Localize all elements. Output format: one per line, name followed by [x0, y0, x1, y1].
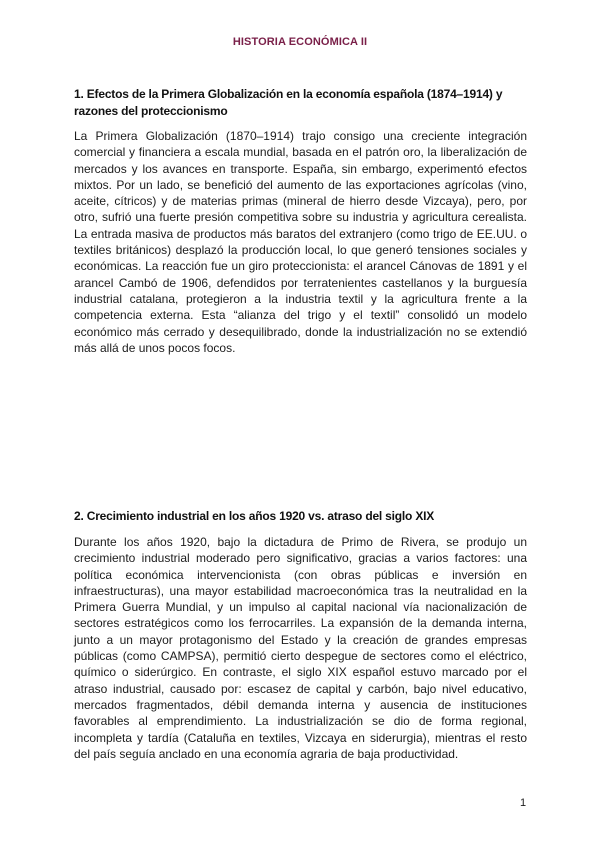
section-2-heading: 2. Crecimiento industrial en los años 1920 vs. atraso del siglo XIX: [74, 509, 435, 523]
section-1-heading: 1. Efectos de la Primera Globalización en la economía española (1874–1914) y razones del proteccionismo: [74, 87, 503, 118]
page-number: 1: [520, 797, 527, 809]
section-1-body: La Primera Globalización (1870–1914) trajo consigo una creciente integración comercial y financiera a escala mundial, basada en el patrón oro, la liberalización de mercados y los avances en transporte. España, sin embargo, experimentó efectos mixtos. Por un lado, se benefició del aumento de las exportaciones agrícolas (vino, aceite, cítricos) y de materias primas (mineral de hierro desde Vizcaya), pero, por otro, sufrió una fuerte presión competitiva sobre su industria y agricultura cerealista. La entrada masiva de productos más baratos del extranjero (como trigo de EE.UU. o textiles británicos) desplazó la producción local, lo que generó tensiones sociales y económicas. La reacción fue un giro proteccionista: el arancel Cánovas de 1891 y el arancel Cambó de 1906, defendidos por terratenientes castellanos y la burguesía industrial catalana, protegieron a la industria textil y la agricultura frente a la competencia externa. Esta “alianza del trigo y el textil” consolidó un modelo económico más cerrado y desequilibrado, donde la industrialización no se extendió más allá de unos pocos focos.: [74, 129, 527, 355]
page-header-title: HISTORIA ECONÓMICA II: [232, 36, 368, 48]
section-2-body: Durante los años 1920, bajo la dictadura de Primo de Rivera, se produjo un crecimiento industrial moderado pero significativo, gracias a varios factores: una política económica intervencionista (con obras públicas e inversión en infraestructuras), una mayor estabilidad macroeconómica tras la neutralidad en la Primera Guerra Mundial, y un impulso al capital nacional vía nacionalización de sectores estratégicos como los ferrocarriles. La expansión de la demanda interna, junto a un mayor protagonismo del Estado y la creación de grandes empresas públicas (como CAMPSA), permitió cierto despegue de sectores como el eléctrico, químico o siderúrgico. En contraste, el siglo XIX español estuvo marcado por el atraso industrial, causado por: escasez de capital y carbón, bajo nivel educativo, mercados fragmentados, débil demanda interna y ausencia de instituciones favorables al emprendimiento. La industrialización se dio de forma regional, incompleta y tardía (Cataluña en textiles, Vizcaya en siderurgia), mientras el resto del país seguía anclado en una economía agraria de baja productividad.: [74, 535, 527, 761]
